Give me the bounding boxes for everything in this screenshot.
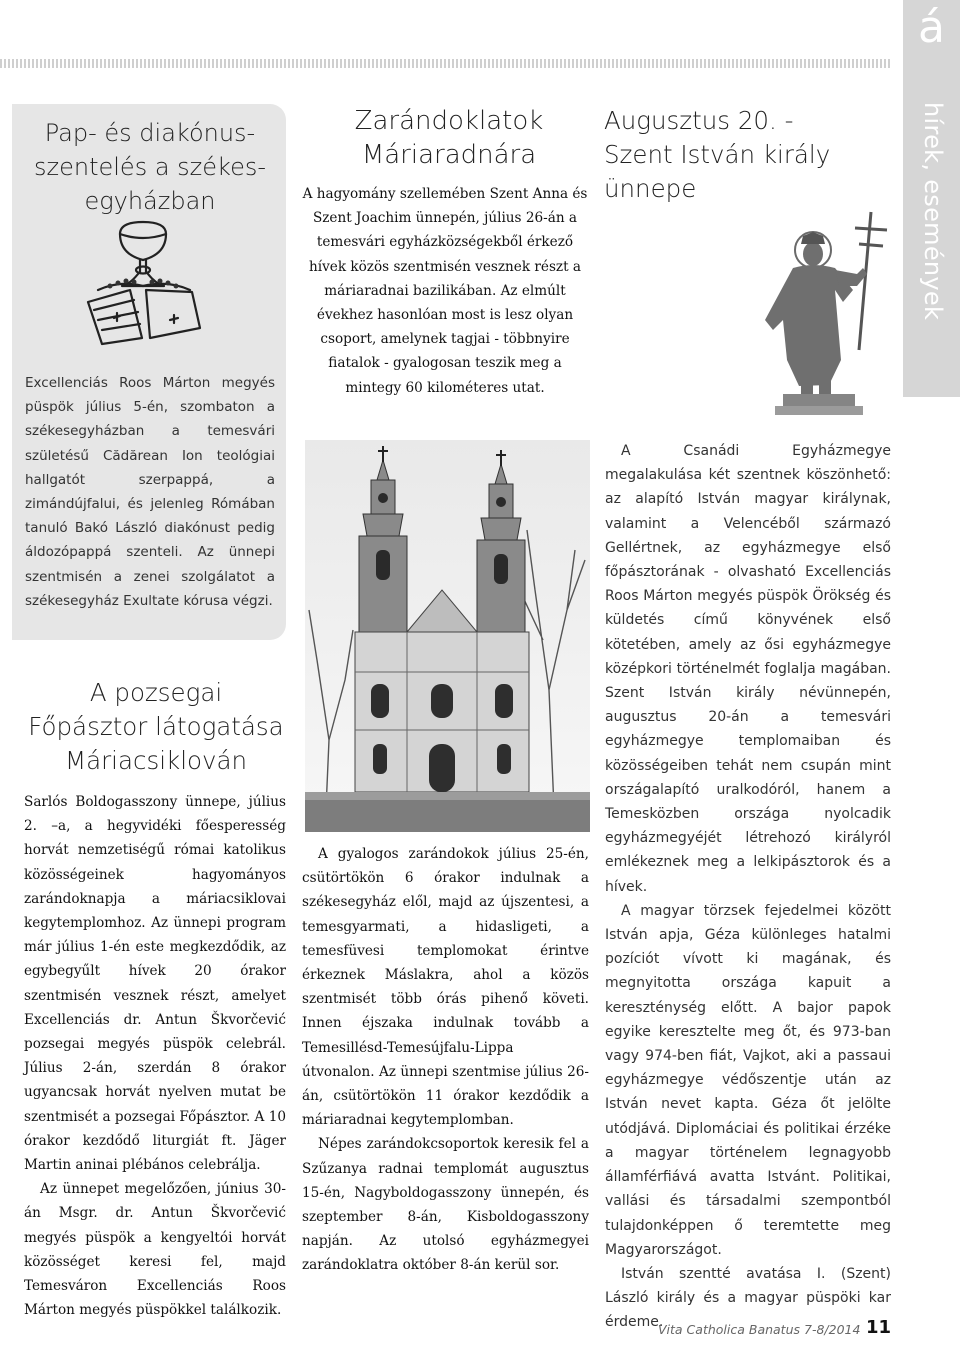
article3-body <box>302 842 589 1278</box>
paragraph: Sarlós Boldogasszony ünnepe, július 2. –a, a hegyvidéki főesperesség horvát nemzetiségű római katolikus közösségeinek hagyományos zarándoknapja a máriacsiklovai kegytemplomhoz. Az ünnepi program már július 1-én este megkezdődik, az egybegyűlt hívek 20 órakor szentmisén vesznek részt, amelyet Excellenciás dr. Antun Škvorčević pozsegai megyés püspök celebrál. Július 2-án, szerdán 8 órakor ugyancsak horvát nyelven mutat be szentmisét a pozsegai Főpásztor. A 10 órakor kezdődő liturgiát ft. Jäger Martin aninai plébános celebrálja. <box>24 794 286 1174</box>
chalice-illustration <box>80 220 206 350</box>
paragraph: A Csanádi Egyházmegye megalakulása két szentnek köszönhető: az alapító István magyar királynak, valamint a Velencéből származó Gellértnek, az egyházmegye első főpásztorának - olvasható Excellenciás Roos Márton megyés püspök Örökség és küldetés című könyvének első kötetében, amely az ősi egyházmegye középkori történelmét foglalja magában. Szent István király névünnepén, augusztus 20-án a temesvári egyházmegye templomaiban és közösségeiben tehát nem csupán mint országalapító uralkodóról, hanem a Temesközben országa nyolcadik egyházmegyéjét létrehozó királyról emlékeznek meg a lelkipásztorok és a hívek. <box>605 443 891 895</box>
article3-title-line: Zarándoklatok <box>354 106 544 136</box>
article1-title-line: egyházban <box>84 187 216 215</box>
journal-footer: Vita Catholica Banatus 7-8/2014 <box>658 1322 861 1337</box>
paragraph: István szentté avatása I. (Szent) László király és a magyar püspöki kar érdeme. <box>605 1265 891 1331</box>
article3-title <box>300 104 598 172</box>
article1-body: Excellenciás Roos Márton megyés püspök július 5-én, szombaton a székesegyházban a temesvári születésű Cădărean Ion teológiai hallgatót szerpappá, a zimándújfalui, és jelenleg Rómában tanuló Bakó László diakónust pedig áldozópappá szenteli. Az ünnepi szentmisén a zenei szolgálatot a székesegyház Exultate kórusa végzi. <box>25 375 275 609</box>
paragraph: A magyar törzsek fejedelmei között István apja, Géza különleges hatalmi pozíciót vívott ki magának, és megnyitotta országa kapuit a kereszténység előtt. A bajor papok egyike keresztelte meg őt, és 973-ban vagy 974-ben fiát, Vajkot, aki a passaui egyházmegye védőszentje után az István nevet kapta. Géza őt jelölte utódjává. Diplomáciai és politikai érzéke a magyar történelem legnagyobb államférfiává avatta Istvánt. Politikai, vallási és társadalmi szempontból tulajdonképpen ő teremtette meg Magyarországot. <box>605 902 891 1258</box>
article4-title-line: Augusztus 20. - <box>604 106 794 135</box>
decorative-stripe-bar <box>0 59 890 68</box>
article4-title-line: ünnepe <box>604 174 697 203</box>
article4-body <box>605 439 891 1335</box>
paragraph: A gyalogos zarándokok július 25-én, csütörtökön 6 órakor indulnak a székesegyház elől, majd az újszentesi, a temesgyarmati, a hidasligeti, a temesfüvesi templomokat érintve érkeznek Máslakra, ahol a közös szentmisét több órás pihenő követi. Innen éjszaka indulnak tovább a Temesillésd-Temesújfalu-Lippa útvonalon. Az ünnepi szentmise július 26-án, csütörtökön 11 órakor kezdődik a máriaradnai kegytemplomban. <box>302 846 589 1129</box>
article1-title <box>14 116 286 218</box>
article1-title-line: Pap- és diakónus- <box>44 119 256 147</box>
article3-intro: A hagyomány szellemében Szent Anna és Szent Joachim ünnepén, július 26-án a temesvári egyházközségekből érkező hívek közös szentmisén vesznek részt a máriaradnai bazilikában. Az elmúlt évekhez hasonlóan most is lesz olyan csoport, amelynek tagjai - többnyire fiatalok - gyalogosan teszik meg a mintegy 60 kilométeres utat. <box>302 186 588 396</box>
article2-title-line: Főpásztor látogatása <box>28 712 284 741</box>
article2-body <box>24 790 286 1322</box>
article2-title-line: A pozsegai <box>89 678 223 707</box>
church-photo <box>305 440 590 832</box>
article1-title-line: szentelés a székes- <box>34 153 266 181</box>
article2-title-line: Máriacsiklován <box>64 746 248 775</box>
article4-title <box>604 104 864 206</box>
saint-stephen-statue-photo <box>743 210 895 415</box>
section-tab <box>903 0 960 397</box>
section-letter: á <box>918 2 945 53</box>
page-number: 11 <box>866 1317 892 1338</box>
paragraph: Népes zarándokcsoportok keresik fel a Szűzanya radnai templomát augusztus 15-én, Nagyboldogasszony ünnepén, és szeptember 8-án, Kisboldogasszony napján. Az utolsó egyházmegyei zarándoklatra október 8-án kerül sor. <box>302 1136 589 1274</box>
paragraph: Az ünnepet megelőzően, június 30-án Msgr. dr. Antun Škvorčević megyés püspök a kengyeltói horvát közösséget keresi fel, majd Temesváron Excellenciás Roos Márton megyés püspökkel találkozik. <box>24 1181 286 1319</box>
article3-title-line: Máriaradnára <box>361 140 537 170</box>
section-title: hírek, események <box>919 102 947 321</box>
article2-title <box>12 676 300 778</box>
article4-title-line: Szent István király <box>604 140 831 169</box>
